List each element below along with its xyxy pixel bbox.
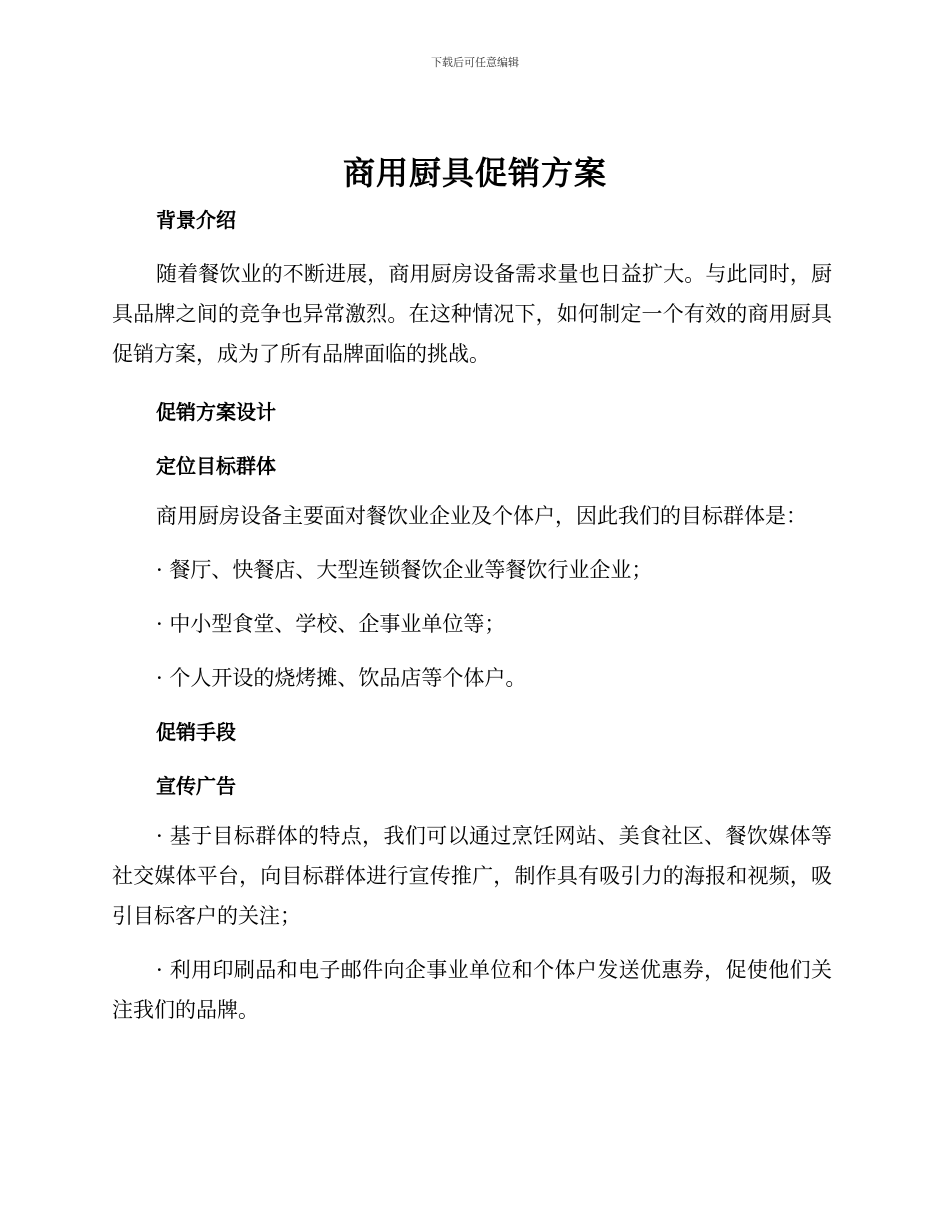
section-heading-background: 背景介绍: [156, 208, 236, 232]
document-body: [112, 204, 832, 1030]
section-heading-design: 促销方案设计: [156, 400, 276, 424]
document-title: 商用厨具促销方案: [342, 154, 607, 192]
section-heading-target: 定位目标群体: [156, 454, 276, 478]
target-list-item: · 中小型食堂、学校、企事业单位等；: [156, 612, 506, 636]
target-list-item: · 餐厅、快餐店、大型连锁餐饮企业等餐饮行业企业；: [156, 558, 653, 582]
section-heading-means: 促销手段: [156, 720, 236, 744]
target-intro-paragraph: 商用厨房设备主要面对餐饮业企业及个体户，因此我们的目标群体是：: [156, 504, 807, 528]
page-header-note: 下载后可任意编辑: [431, 56, 519, 69]
background-paragraph: 随着餐饮业的不断进展，商用厨房设备需求量也日益扩大。与此同时，厨具品牌之间的竞争也异常激烈。在这种情况下，如何制定一个有效的商用厨具促销方案，成为了所有品牌面临的挑战。: [112, 262, 832, 366]
target-list-item: · 个人开设的烧烤摊、饮品店等个体户。: [156, 666, 527, 690]
section-heading-ads: 宣传广告: [156, 774, 236, 798]
ads-list-item: · 利用印刷品和电子邮件向企事业单位和个体户发送优惠券，促使他们关注我们的品牌。: [112, 958, 832, 1022]
ads-list-item: · 基于目标群体的特点，我们可以通过烹饪网站、美食社区、餐饮媒体等社交媒体平台，向目标群体进行宣传推广，制作具有吸引力的海报和视频，吸引目标客户的关注；: [112, 824, 832, 928]
